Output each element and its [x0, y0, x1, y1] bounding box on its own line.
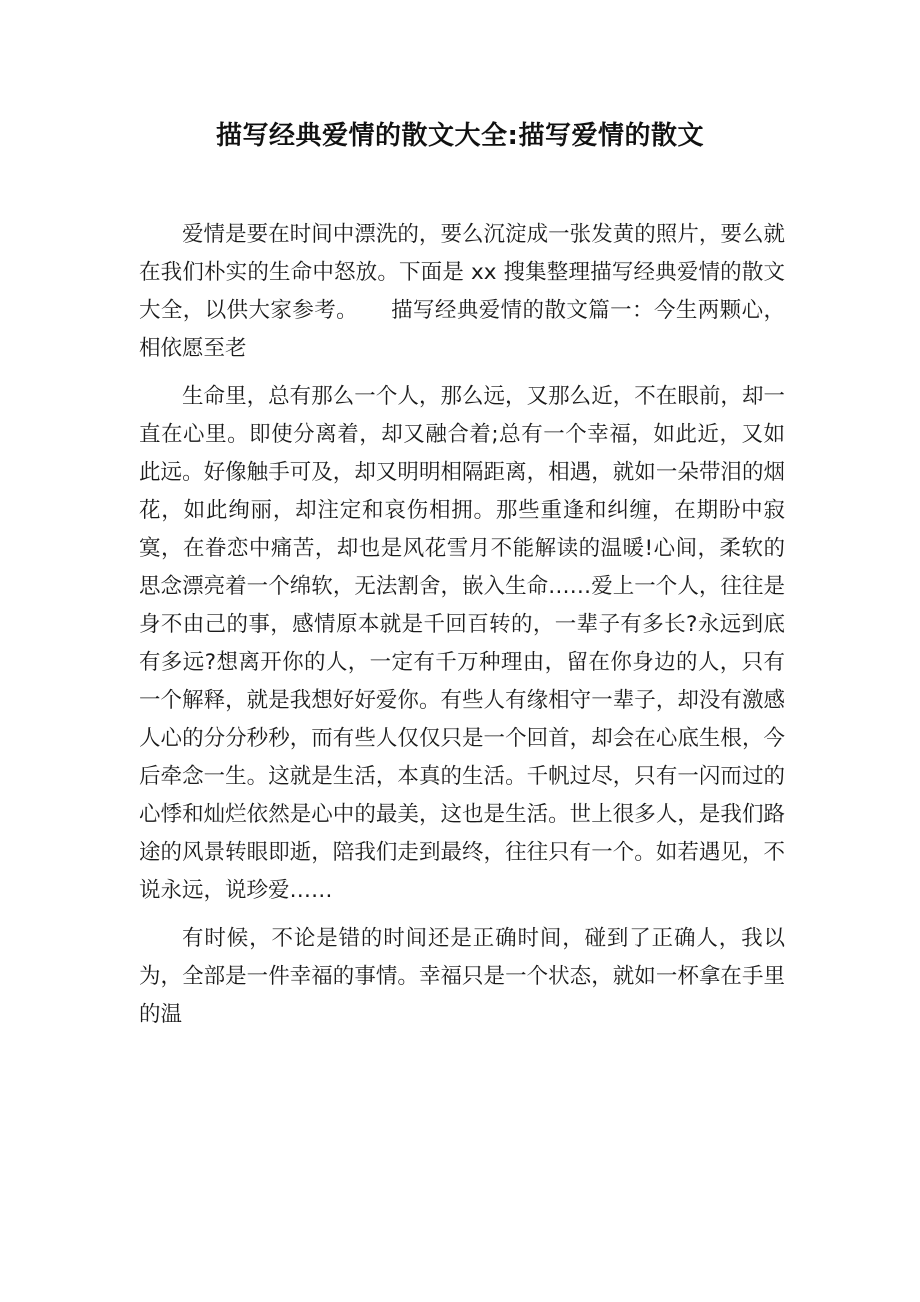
paragraph-closing: 有时候，不论是错的时间还是正确时间，碰到了正确人，我以为，全部是一件幸福的事情。幸福只是一个状态，就如一杯拿在手里的温 — [139, 926, 785, 1027]
document-body — [139, 216, 785, 1044]
paragraph-intro: 爱情是要在时间中漂洗的，要么沉淀成一张发黄的照片，要么就在我们朴实的生命中怒放。下面是 xx 搜集整理描写经典爱情的散文大全，以供大家参考。 描写经典爱情的散文篇一：今生两颗心，相依愿至老 — [139, 222, 785, 361]
paragraph-main: 生命里，总有那么一个人，那么远，又那么近，不在眼前，却一直在心里。即使分离着，却又融合着;总有一个幸福，如此近，又如此远。好像触手可及，却又明明相隔距离，相遇，就如一朵带泪的烟花，如此绚丽，却注定和哀伤相拥。那些重逢和纠缠，在期盼中寂寞，在眷恋中痛苦，却也是风花雪月不能解读的温暖!心间，柔软的思念漂亮着一个绵软，无法割舍，嵌入生命……爱上一个人，往往是身不由己的事，感情原本就是千回百转的，一辈子有多长?永远到底有多远?想离开你的人，一定有千万种理由，留在你身边的人，只有一个解释，就是我想好好爱你。有些人有缘相守一辈子，却没有激感人心的分分秒秒，而有些人仅仅只是一个回首，却会在心底生根，今后牵念一生。这就是生活，本真的生活。千帆过尽，只有一闪而过的心悸和灿烂依然是心中的最美，这也是生活。世上很多人，是我们路途的风景转眼即逝，陪我们走到最终，往往只有一个。如若遇见，不说永远，说珍爱…… — [139, 384, 785, 903]
document-title: 描写经典爱情的散文大全:描写爱情的散文 — [216, 121, 704, 151]
